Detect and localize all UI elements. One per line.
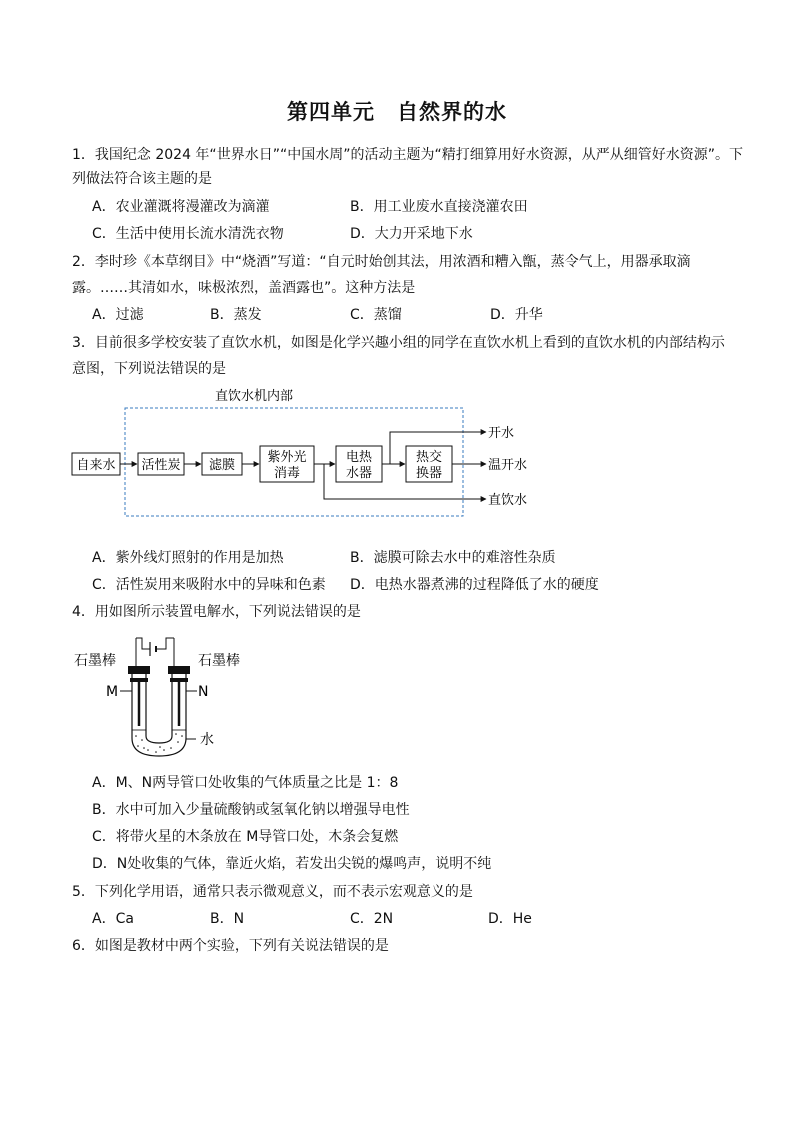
q5-option-c[interactable]: C．2N xyxy=(350,911,394,927)
tap-water-label: 自来水 xyxy=(76,458,116,473)
q4-option-c[interactable]: C．将带火星的木条放在 M导管口处，木条会复燃 xyxy=(92,829,399,845)
q4-option-a[interactable]: A．M、N两导管口处收集的气体质量之比是 1：8 xyxy=(92,775,399,791)
exchanger-label-line1: 热交 xyxy=(415,450,443,465)
q4-option-d[interactable]: D．N处收集的气体，靠近火焰，若发出尖锐的爆鸣声，说明不纯 xyxy=(92,856,492,872)
water-label: 水 xyxy=(200,732,214,748)
q5-stem-line1: 5．下列化学用语，通常只表示微观意义，而不表示宏观意义的是 xyxy=(72,884,473,900)
heater-label-line2: 水器 xyxy=(345,466,373,481)
q3-option-a[interactable]: A．紫外线灯照射的作用是加热 xyxy=(92,550,284,566)
q1-option-d[interactable]: D．大力开采地下水 xyxy=(350,226,473,242)
q3-stem-line2: 意图，下列说法错误的是 xyxy=(72,361,226,377)
q2-option-c[interactable]: C．蒸馏 xyxy=(350,307,402,323)
membrane-label: 滤膜 xyxy=(208,458,236,473)
heater-label-line1: 电热 xyxy=(345,450,373,465)
electrode-right-label: 石墨棒 xyxy=(198,653,240,669)
q1-option-a[interactable]: A．农业灌溉将漫灌改为滴灌 xyxy=(92,199,270,215)
q1-option-b[interactable]: B．用工业废水直接浇灌农田 xyxy=(350,199,528,215)
q5-option-a[interactable]: A．Ca xyxy=(92,911,134,927)
right-electrode-cap xyxy=(168,666,190,674)
q2-stem-line1: 2．李时珍《本草纲目》中“烧酒”写道：“自元时始创其法，用浓酒和糟入甑，蒸令气上，用器承取滴 xyxy=(72,254,691,270)
left-electrode-cap xyxy=(128,666,150,674)
diagram-box-label: 直饮水机内部 xyxy=(215,389,294,404)
q1-option-c[interactable]: C．生活中使用长流水清洗衣物 xyxy=(92,226,284,242)
port-m-label: M xyxy=(106,684,119,700)
activated-carbon-label: 活性炭 xyxy=(141,458,181,473)
q3-stem-line1: 3．目前很多学校安装了直饮水机，如图是化学兴趣小组的同学在直饮水机上看到的直饮水机的内部结构示 xyxy=(72,335,725,351)
q2-option-d[interactable]: D．升华 xyxy=(490,307,543,323)
electrolysis-diagram xyxy=(70,630,260,765)
uv-label-line1: 紫外光 xyxy=(267,450,307,465)
q3-option-b[interactable]: B．滤膜可除去水中的难溶性杂质 xyxy=(350,550,556,566)
electrode-left-label: 石墨棒 xyxy=(74,653,116,669)
q6-stem-line1: 6．如图是教材中两个实验，下列有关说法错误的是 xyxy=(72,938,389,954)
q4-stem-line1: 4．用如图所示装置电解水，下列说法错误的是 xyxy=(72,604,361,620)
output-boiled-water: 开水 xyxy=(488,426,515,441)
q2-option-b[interactable]: B．蒸发 xyxy=(210,307,262,323)
output-direct-water: 直饮水 xyxy=(488,493,528,508)
q4-option-b[interactable]: B．水中可加入少量硫酸钠或氢氧化钠以增强导电性 xyxy=(92,802,410,818)
q1-stem-line1: 1．我国纪念 2024 年“世界水日”“中国水周”的活动主题为“精打细算用好水资源，从严从细管好水资源”。下 xyxy=(72,147,743,163)
q5-option-b[interactable]: B．N xyxy=(210,911,245,927)
u-tube-inner xyxy=(146,674,172,743)
q1-stem-line2: 列做法符合该主题的是 xyxy=(72,171,212,187)
q2-option-a[interactable]: A．过滤 xyxy=(92,307,144,323)
port-n-label: N xyxy=(198,684,209,700)
q3-option-d[interactable]: D．电热水器煮沸的过程降低了水的硬度 xyxy=(350,577,599,593)
q5-option-d[interactable]: D．He xyxy=(488,911,532,927)
water-dispenser-diagram xyxy=(60,380,580,530)
output-warm-water: 温开水 xyxy=(488,458,528,473)
page-title: 第四单元 自然界的水 xyxy=(287,100,507,124)
uv-label-line2: 消毒 xyxy=(273,466,301,481)
q2-stem-line2: 露。……其清如水，味极浓烈，盖酒露也”。这种方法是 xyxy=(72,280,416,296)
q3-option-c[interactable]: C．活性炭用来吸附水中的异味和色素 xyxy=(92,577,326,593)
exchanger-label-line2: 换器 xyxy=(415,466,443,481)
